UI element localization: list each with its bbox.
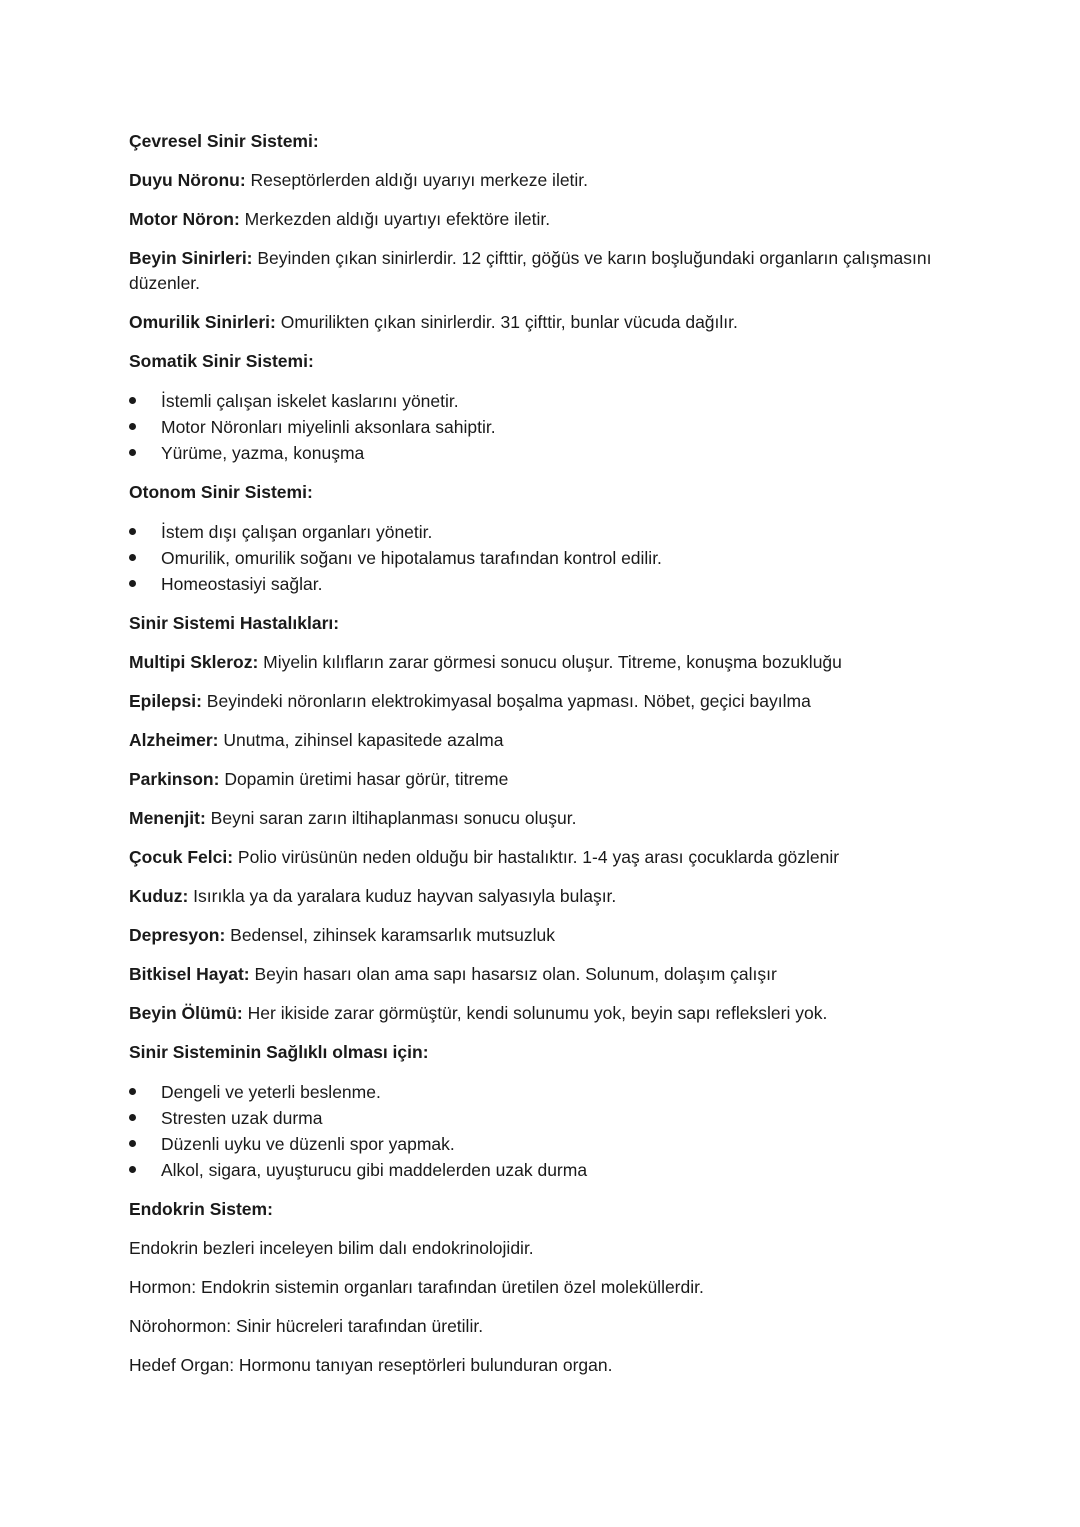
bullet-icon [129, 1166, 136, 1173]
definition-text: Isırıkla ya da yaralara kuduz hayvan salyasıyla bulaşır. [188, 886, 617, 906]
definition-kuduz [129, 884, 989, 909]
definition-text: Omurilikten çıkan sinirlerdir. 31 çifttir, bunlar vücuda dağılır. [275, 312, 738, 332]
definition-text: Beyni saran zarın iltihaplanması sonucu oluşur. [205, 808, 577, 828]
definition-text: Polio virüsünün neden olduğu bir hastalıktır. 1-4 yaş arası çocuklarda gözlenir [233, 847, 840, 867]
list-item-text: Motor Nöronları miyelinli aksonlara sahiptir. [161, 417, 496, 437]
list-item [129, 545, 989, 571]
bullet-icon [129, 1114, 136, 1121]
list-item [129, 571, 989, 597]
bullet-icon [129, 554, 136, 561]
definition-duyu-noronu [129, 168, 989, 193]
bullet-list-otonom [129, 519, 989, 597]
bullet-icon [129, 449, 136, 456]
section-heading-cevresel: Çevresel Sinir Sistemi: [129, 131, 319, 151]
definition-term: Beyin Ölümü: [129, 1003, 243, 1023]
list-item-text: İstem dışı çalışan organları yönetir. [161, 522, 433, 542]
definition-omurilik-sinirleri [129, 310, 989, 335]
definition-text: Bedensel, zihinsek karamsarlık mutsuzluk [225, 925, 555, 945]
section-heading-otonom: Otonom Sinir Sistemi: [129, 482, 313, 502]
definition-term: Kuduz: [129, 886, 189, 906]
definition-term: Bitkisel Hayat: [129, 964, 250, 984]
definition-text: Unutma, zihinsel kapasitede azalma [218, 730, 504, 750]
definition-text: Beyinden çıkan sinirlerdir. 12 çifttir, göğüs ve karın boşluğundaki organların çalışmasını düzenler. [129, 248, 932, 293]
definition-beyin-sinirleri [129, 246, 989, 296]
definition-term: Duyu Nöronu: [129, 170, 246, 190]
list-item-text: Dengeli ve yeterli beslenme. [161, 1082, 381, 1102]
definition-text: Dopamin üretimi hasar görür, titreme [219, 769, 509, 789]
list-item-text: Alkol, sigara, uyuşturucu gibi maddelerden uzak durma [161, 1160, 588, 1180]
list-item-text: Yürüme, yazma, konuşma [161, 443, 365, 463]
list-item [129, 440, 989, 466]
list-item [129, 388, 989, 414]
definition-term: Epilepsi: [129, 691, 202, 711]
section-heading-somatik: Somatik Sinir Sistemi: [129, 351, 314, 371]
definition-text: Miyelin kılıfların zarar görmesi sonucu oluşur. Titreme, konuşma bozukluğu [258, 652, 842, 672]
definition-text: Reseptörlerden aldığı uyarıyı merkeze iletir. [245, 170, 589, 190]
definition-menenjit [129, 806, 989, 831]
definition-term: Parkinson: [129, 769, 220, 789]
definition-term: Depresyon: [129, 925, 226, 945]
definition-text: Beyin hasarı olan ama sapı hasarsız olan. Solunum, dolaşım çalışır [249, 964, 777, 984]
section-heading-endokrin: Endokrin Sistem: [129, 1199, 273, 1219]
section-heading-hastaliklar: Sinir Sistemi Hastalıkları: [129, 613, 340, 633]
definition-motor-noron [129, 207, 989, 232]
definition-multipi-skleroz [129, 650, 989, 675]
list-item-text: Omurilik, omurilik soğanı ve hipotalamus tarafından kontrol edilir. [161, 548, 662, 568]
list-item [129, 1157, 989, 1183]
bullet-icon [129, 1088, 136, 1095]
list-item-text: İstemli çalışan iskelet kaslarını yönetir. [161, 391, 459, 411]
bullet-icon [129, 397, 136, 404]
list-item [129, 519, 989, 545]
definition-parkinson [129, 767, 989, 792]
endokrin-line: Hormon: Endokrin sistemin organları tarafından üretilen özel moleküllerdir. [129, 1277, 704, 1297]
definition-text: Beyindeki nöronların elektrokimyasal boşalma yapması. Nöbet, geçici bayılma [201, 691, 811, 711]
definition-term: Omurilik Sinirleri: [129, 312, 276, 332]
definition-beyin-olumu [129, 1001, 989, 1026]
document-page [129, 129, 989, 1392]
endokrin-line: Endokrin bezleri inceleyen bilim dalı endokrinolojidir. [129, 1238, 534, 1258]
definition-cocuk-felci [129, 845, 989, 870]
endokrin-line: Nörohormon: Sinir hücreleri tarafından üretilir. [129, 1316, 484, 1336]
bullet-icon [129, 528, 136, 535]
definition-text: Merkezden aldığı uyartıyı efektöre iletir. [239, 209, 551, 229]
endokrin-line: Hedef Organ: Hormonu tanıyan reseptörleri bulunduran organ. [129, 1355, 613, 1375]
list-item [129, 414, 989, 440]
list-item-text: Homeostasiyi sağlar. [161, 574, 323, 594]
bullet-list-saglik [129, 1079, 989, 1183]
section-heading-saglik: Sinir Sisteminin Sağlıklı olması için: [129, 1042, 429, 1062]
bullet-icon [129, 1140, 136, 1147]
bullet-icon [129, 580, 136, 587]
definition-term: Beyin Sinirleri: [129, 248, 253, 268]
bullet-icon [129, 423, 136, 430]
definition-term: Multipi Skleroz: [129, 652, 259, 672]
bullet-list-somatik [129, 388, 989, 466]
definition-term: Motor Nöron: [129, 209, 240, 229]
definition-term: Alzheimer: [129, 730, 219, 750]
list-item [129, 1105, 989, 1131]
definition-term: Menenjit: [129, 808, 206, 828]
definition-bitkisel-hayat [129, 962, 989, 987]
definition-text: Her ikiside zarar görmüştür, kendi solunumu yok, beyin sapı refleksleri yok. [242, 1003, 828, 1023]
definition-alzheimer [129, 728, 989, 753]
list-item [129, 1079, 989, 1105]
list-item-text: Stresten uzak durma [161, 1108, 323, 1128]
list-item-text: Düzenli uyku ve düzenli spor yapmak. [161, 1134, 455, 1154]
definition-epilepsi [129, 689, 989, 714]
definition-term: Çocuk Felci: [129, 847, 234, 867]
definition-depresyon [129, 923, 989, 948]
list-item [129, 1131, 989, 1157]
